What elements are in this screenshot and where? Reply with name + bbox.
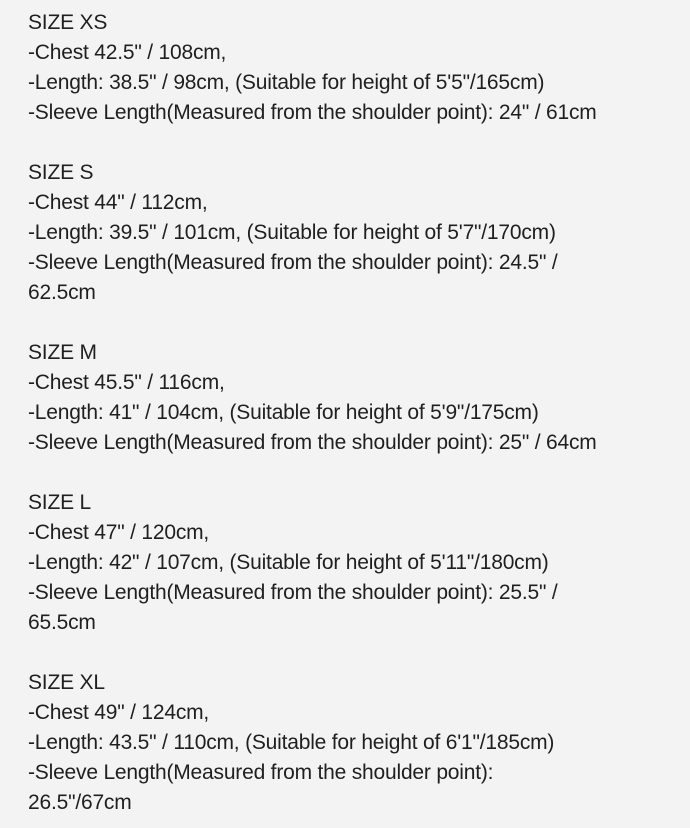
size-heading: SIZE S bbox=[28, 161, 94, 184]
size-block-m bbox=[28, 338, 683, 458]
size-block-l bbox=[28, 488, 683, 638]
chest-measurement: -Chest 49" / 124cm, bbox=[28, 701, 210, 724]
length-measurement: -Length: 39.5" / 101cm, (Suitable for height of 5'7"/170cm) bbox=[28, 221, 556, 244]
size-heading: SIZE L bbox=[28, 491, 91, 514]
size-guide bbox=[28, 8, 683, 818]
size-heading: SIZE XS bbox=[28, 11, 108, 34]
length-measurement: -Length: 41" / 104cm, (Suitable for height of 5'9"/175cm) bbox=[28, 401, 539, 424]
sleeve-measurement-continued: 62.5cm bbox=[28, 281, 96, 304]
chest-measurement: -Chest 45.5" / 116cm, bbox=[28, 371, 225, 394]
sleeve-measurement: -Sleeve Length(Measured from the shoulder point): 25.5" / bbox=[28, 581, 558, 604]
sleeve-measurement: -Sleeve Length(Measured from the shoulder point): 24.5" / bbox=[28, 251, 558, 274]
sleeve-measurement: -Sleeve Length(Measured from the shoulder point): 25" / 64cm bbox=[28, 431, 597, 454]
length-measurement: -Length: 43.5" / 110cm, (Suitable for height of 6'1"/185cm) bbox=[28, 731, 555, 754]
size-block-xl bbox=[28, 668, 683, 818]
sleeve-measurement: -Sleeve Length(Measured from the shoulder point): bbox=[28, 761, 494, 784]
chest-measurement: -Chest 47" / 120cm, bbox=[28, 521, 210, 544]
length-measurement: -Length: 38.5" / 98cm, (Suitable for height of 5'5"/165cm) bbox=[28, 71, 545, 94]
sleeve-measurement: -Sleeve Length(Measured from the shoulder point): 24" / 61cm bbox=[28, 101, 597, 124]
size-block-xs bbox=[28, 8, 683, 128]
sleeve-measurement-continued: 65.5cm bbox=[28, 611, 96, 634]
size-heading: SIZE XL bbox=[28, 671, 105, 694]
size-heading: SIZE M bbox=[28, 341, 97, 364]
sleeve-measurement-continued: 26.5"/67cm bbox=[28, 791, 132, 814]
length-measurement: -Length: 42" / 107cm, (Suitable for height of 5'11"/180cm) bbox=[28, 551, 549, 574]
chest-measurement: -Chest 42.5" / 108cm, bbox=[28, 41, 227, 64]
chest-measurement: -Chest 44" / 112cm, bbox=[28, 191, 208, 214]
size-block-s bbox=[28, 158, 683, 308]
